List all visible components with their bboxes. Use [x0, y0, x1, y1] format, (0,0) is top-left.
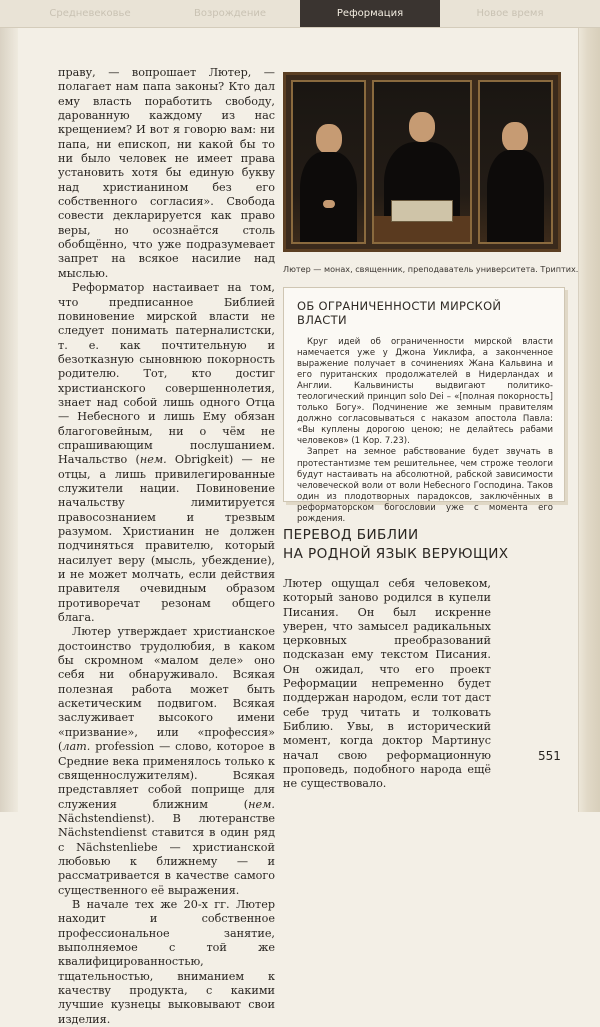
triptych-left-panel: [291, 80, 366, 244]
tab-middle-ages[interactable]: Средневековье: [49, 8, 131, 19]
tab-reformation[interactable]: Реформация: [300, 0, 440, 27]
portrait-head: [409, 112, 435, 142]
open-book: [391, 200, 452, 222]
left-text-column: [58, 66, 275, 1027]
sidebar-paragraph: Запрет на земное рабствование будет звучать в протестантизме тем решительнее, чем строже теологи будут настаивать на абсолютной, рабской зависимости человеческой воли от воли Небесного Господина. Таков один из плодотворных парадоксов, заключённых в реформаторском богословии уже с момента его рождения.: [297, 447, 553, 524]
nav-edge-left: [0, 0, 20, 27]
triptych-right-panel: [478, 80, 553, 244]
tab-modern-times[interactable]: Новое время: [476, 8, 544, 19]
portrait-head: [502, 122, 528, 152]
portrait-robe: [487, 150, 544, 242]
triptych-painting: [283, 72, 561, 252]
right-text-column: [283, 577, 491, 791]
tab-renaissance[interactable]: Возрождение: [193, 8, 267, 19]
paragraph: праву, — вопрошает Лютер, — полагает нам папа законы? Кто дал ему власть поработить свободу, дарованную каждому из нас крещением? И вот я говорю вам: ни папа, ни епископ, ни какой бы то ни было человек не имеет права установить хотя бы единую букву над христианином без его собственного согласия». Свобода совести декларируется как право веры, но осознаётся столь обобщённо, что уже подразумевает запрет на всякое насилие над мыслью.: [58, 66, 275, 280]
portrait-head: [316, 124, 342, 154]
page-gutter-shadow: [0, 28, 18, 812]
chapter-navigation: [0, 0, 600, 28]
sidebar-paragraph: Круг идей об ограниченности мирской власти намечается уже у Джона Уиклифа, а законченное выражение получает в сочинениях Жана Кальвина и его пуританских продолжателей в Нидерландах и Англии. Кальвинисты выдвигают политико-теологический принцип solo Dei – «[полная покорность] только Богу». Подчинение же земным правителям должно согласовываться с наказом апостола Павла: «Вы куплены дорогою ценою; не делайтесь рабами человеков» (1 Кор. 7.23).: [297, 337, 553, 447]
paragraph: Реформатор настаивает на том, что предписанное Библией повиновение мирской власти не следует понимать патерналистски, т. е. как почтительную и безотказную сыновнюю покорность родителю. Тот, кто достиг христианского совершеннолетия, знает над собой лишь одного Отца — Небесного и лишь Ему обязан благоговейным, ни о чём не спрашивающим послушанием. Начальство (нем. Obrigkeit) — не отцы, а лишь привилегированные служители нации. Повиновение начальству лимитируется правосознанием и трезвым разумом. Христианин не должен подчиняться правителю, который насилует веру (мысль, убеждение), и не может молчать, если действия правителя очевидным образом противоречат резонам общего блага.: [58, 281, 275, 625]
sidebar-title: ОБ ОГРАНИЧЕННОСТИ МИРСКОЙ ВЛАСТИ: [297, 299, 502, 327]
page-edge-stack: [578, 28, 600, 812]
figure-caption: Лютер — монах, священник, преподаватель университета. Триптих.: [283, 264, 579, 274]
paragraph: В начале тех же 20-х гг. Лютер находит и собственное профессиональное занятие, выполняемое с той же квалифицированностью, тщательностью, вниманием к качеству продукта, с какими лучшие кузнецы выковывают свои изделия.: [58, 897, 275, 1026]
portrait-robe: [300, 152, 357, 242]
paragraph: Лютер утверждает христианское достоинство трудолюбия, в каком бы скромном «малом деле» оно себя ни обнаруживало. Всякая полезная работа может быть аскетическим подвигом. Всякая заслуживает высокого имени «призвание», или «профессия» (лат. profession — слово, которое в Средние века применялось только к священнослужителям). Всякая представляет собой поприще для служения ближним (нем. Nächstendienst). В лютеранстве Nächstendienst ставится в один ряд с Nächstenliebe — христианской любовью к ближнему — и рассматривается в качестве самого существенного её выражения.: [58, 625, 275, 897]
triptych-center-panel: [372, 80, 472, 244]
paragraph: Лютер ощущал себя человеком, который заново родился в купели Писания. Он был искренне уверен, что замысел радикальных церковных преобразований подсказан ему текстом Писания. Он ожидал, что его проект Реформации непременно будет поддержан народом, если тот даст себе труд читать и толковать Библию. Увы, в исторический момент, когда доктор Мартинус начал свою реформационную проповедь, подобного народа ещё не существовало.: [283, 577, 491, 791]
portrait-hand: [323, 200, 335, 208]
section-heading: ПЕРЕВОД БИБЛИИ НА РОДНОЙ ЯЗЫК ВЕРУЮЩИХ: [283, 527, 509, 562]
nav-edge-right: [580, 0, 600, 27]
page-number: 551: [538, 749, 561, 763]
sidebar-box: [283, 287, 565, 524]
